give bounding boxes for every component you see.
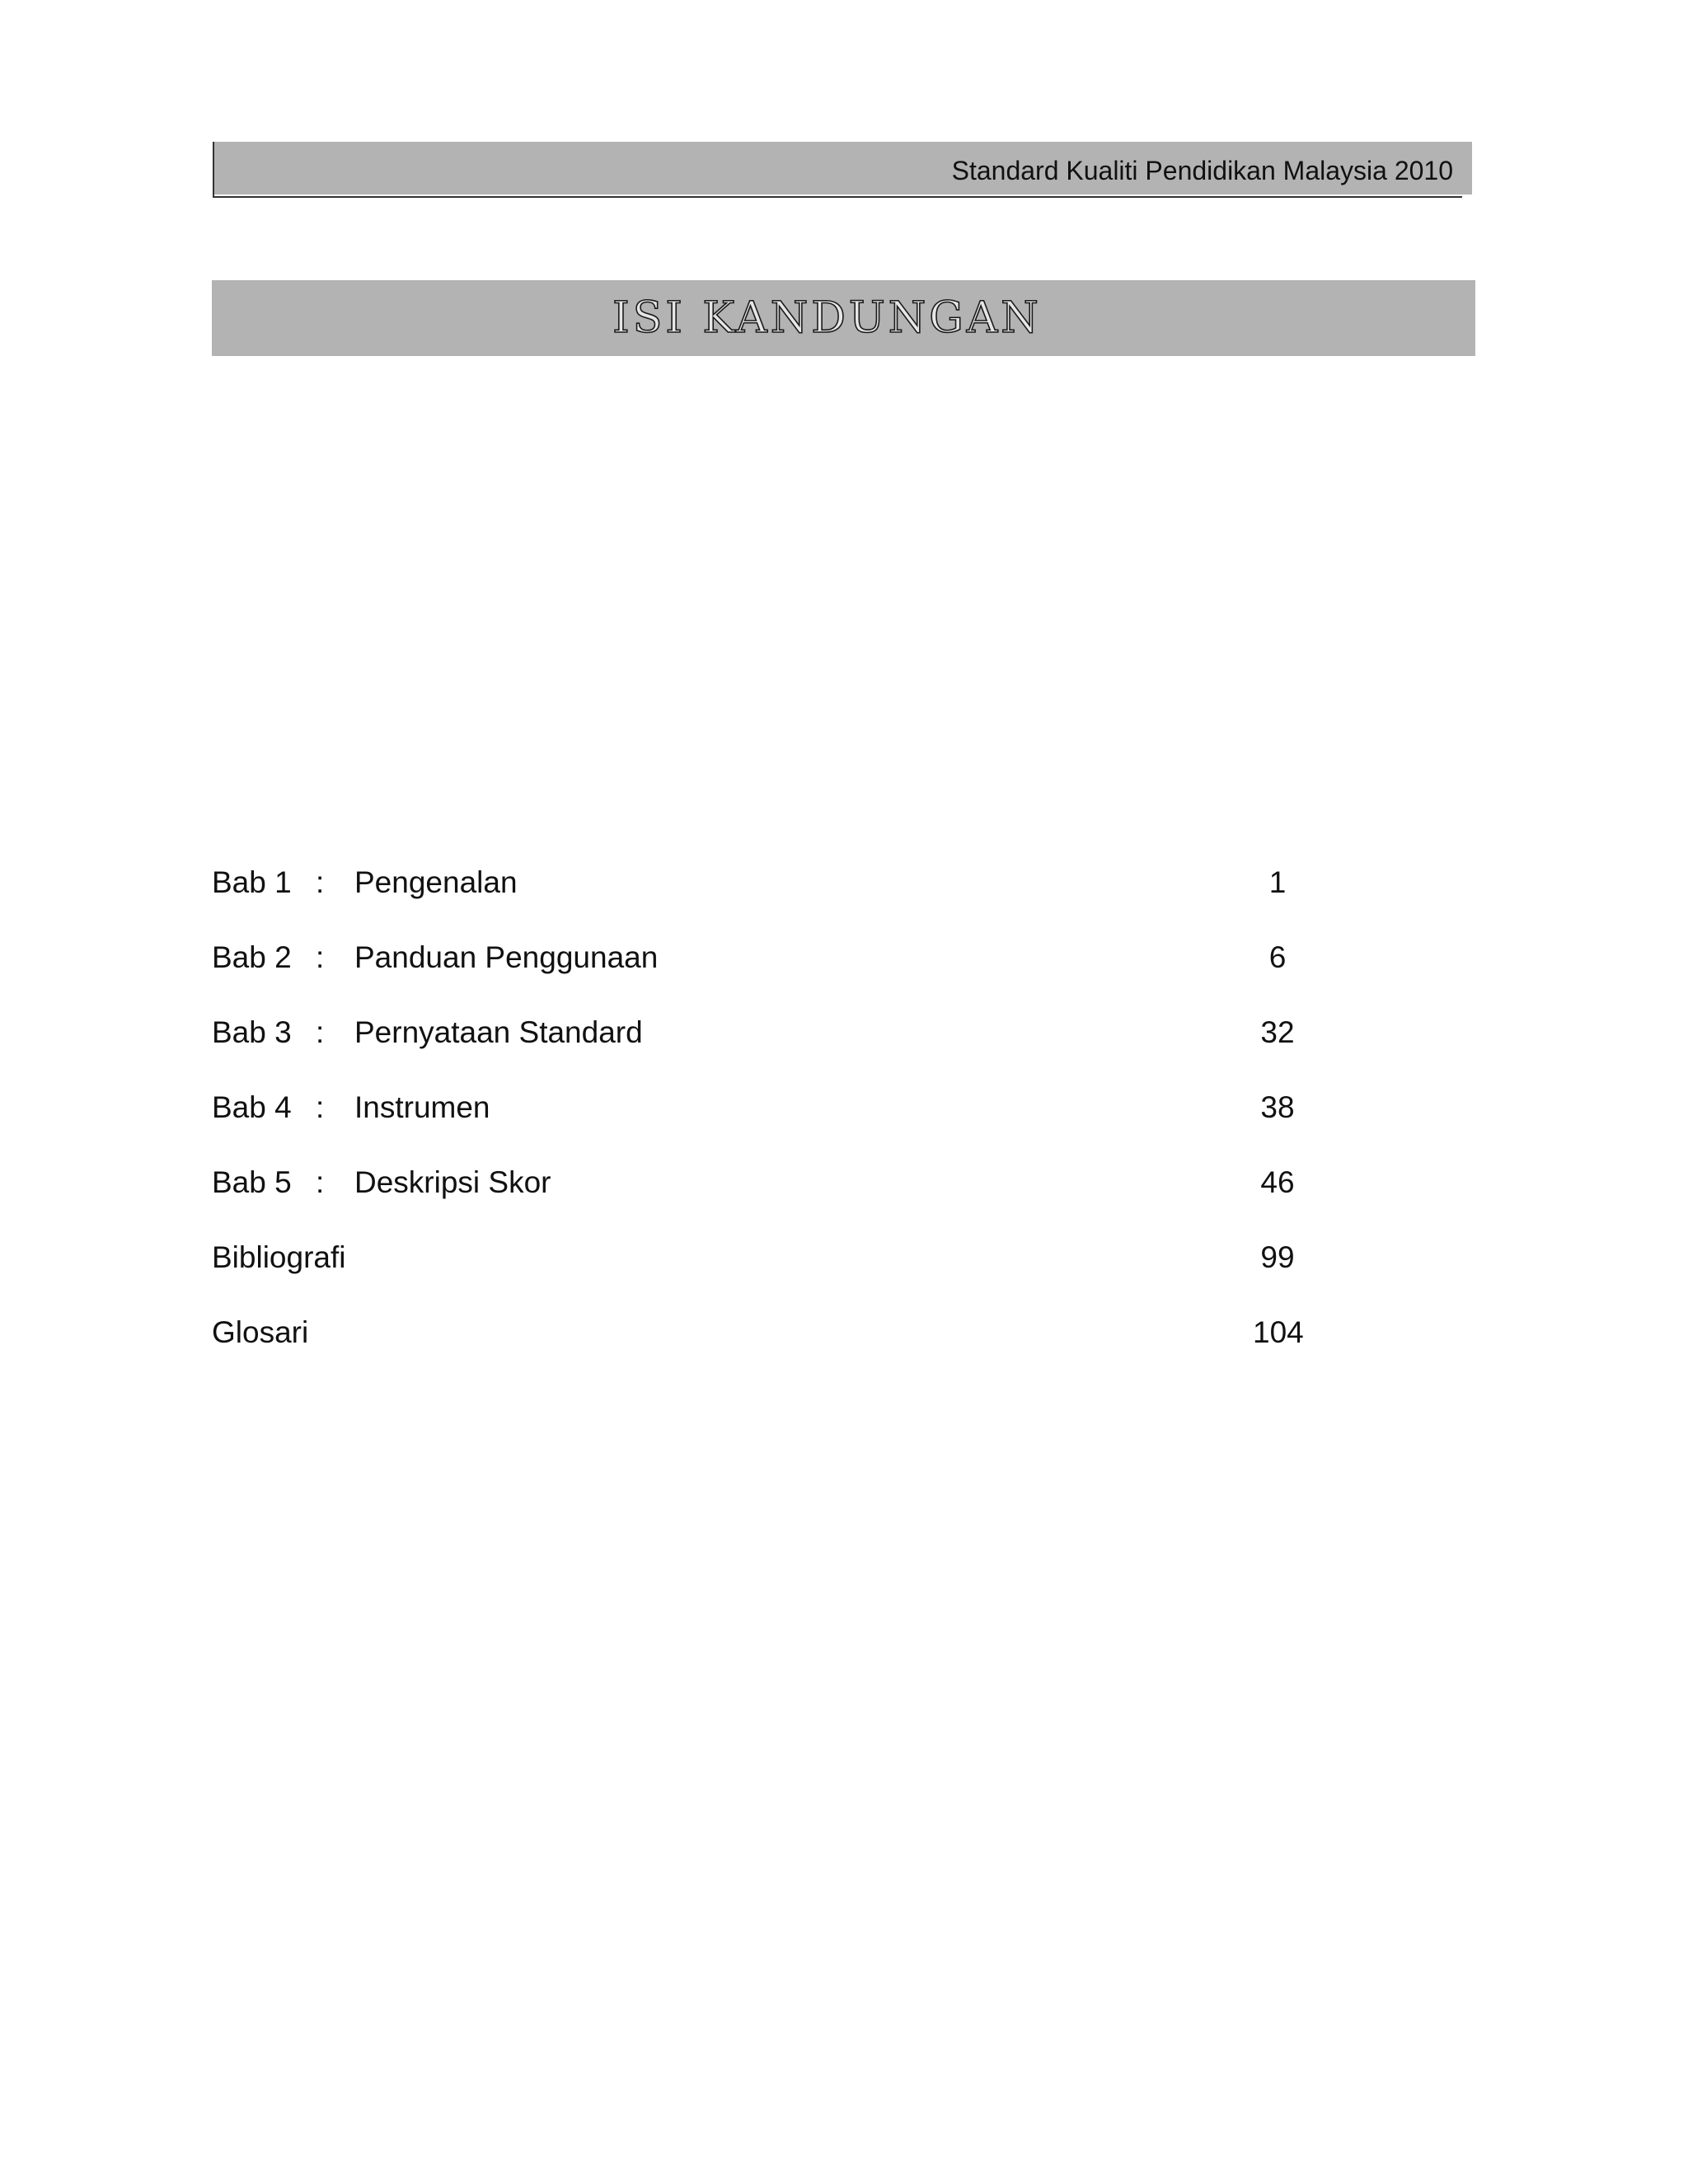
toc-entry-bab-4[interactable] — [212, 1087, 1366, 1162]
toc-separator: : — [316, 1165, 325, 1199]
toc-entry-bab-3[interactable] — [212, 1012, 1366, 1087]
page-title-banner — [212, 280, 1475, 356]
toc-entry-title: Pengenalan — [354, 865, 518, 899]
toc-chapter-label: Bibliografi — [212, 1240, 346, 1274]
toc-entry-title: Pernyataan Standard — [354, 1015, 643, 1049]
toc-separator: : — [316, 1015, 325, 1049]
toc-entry-bab-2[interactable] — [212, 937, 1366, 1012]
header-left-rule — [213, 142, 214, 198]
toc-separator: : — [316, 1090, 325, 1124]
running-header-text: Standard Kualiti Pendidikan Malaysia 2010 — [951, 156, 1453, 185]
toc-chapter-label: Bab 3 — [212, 1015, 292, 1049]
toc-separator: : — [316, 865, 325, 899]
toc-entry-bibliografi[interactable] — [212, 1237, 1366, 1312]
toc-chapter-label: Bab 4 — [212, 1090, 292, 1124]
toc-entry-title: Deskripsi Skor — [354, 1165, 551, 1199]
toc-page-number: 6 — [1268, 940, 1287, 974]
toc-entry-bab-1[interactable] — [212, 862, 1366, 937]
table-of-contents — [212, 862, 1366, 1387]
header-bottom-rule — [213, 196, 1462, 198]
toc-page-number: 1 — [1268, 865, 1287, 899]
toc-separator: : — [316, 940, 325, 974]
page-title: ISI KANDUNGAN — [612, 293, 1042, 343]
toc-page-number: 46 — [1260, 1165, 1295, 1199]
toc-page-number: 104 — [1253, 1315, 1304, 1349]
toc-page-number: 38 — [1260, 1090, 1295, 1124]
toc-chapter-label: Glosari — [212, 1315, 309, 1349]
toc-chapter-label: Bab 1 — [212, 865, 292, 899]
toc-entry-bab-5[interactable] — [212, 1162, 1366, 1237]
toc-chapter-label: Bab 2 — [212, 940, 292, 974]
running-header — [213, 142, 1472, 194]
toc-entry-title: Instrumen — [354, 1090, 490, 1124]
toc-page-number: 99 — [1260, 1240, 1295, 1274]
toc-page-number: 32 — [1260, 1015, 1295, 1049]
toc-chapter-label: Bab 5 — [212, 1165, 292, 1199]
toc-entry-glosari[interactable] — [212, 1312, 1366, 1387]
toc-entry-title: Panduan Penggunaan — [354, 940, 659, 974]
